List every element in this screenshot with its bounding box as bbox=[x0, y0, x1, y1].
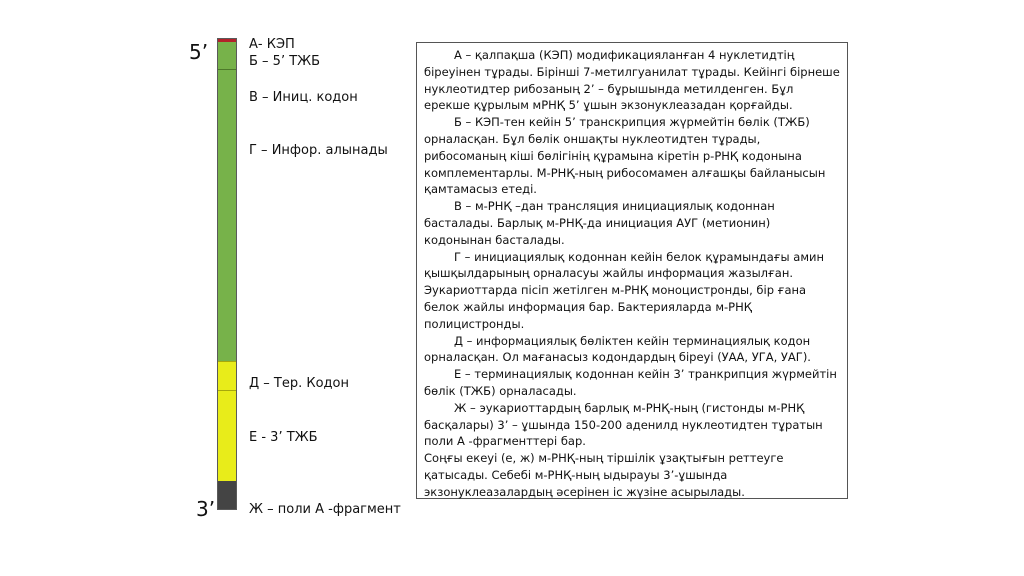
polya-segment bbox=[218, 481, 237, 510]
description-paragraph-b: Б – КЭП-тен кейін 5’ транскрипция жүрмейтін бөлік (ТЖБ) орналасқан. Бұл бөлік оншақты нуклеотидтен тұрады, рибосоманың кіші бөлігінің құрамына кіретін р-РНҚ кодонына комплементарлы. М-РНҚ-ның рибосомамен алғашқы байланысын қамтамасыз етеді. bbox=[424, 115, 826, 197]
stop-codon-label: Д – Тер. Кодон bbox=[249, 376, 350, 391]
three-prime-label: 3’ bbox=[196, 497, 216, 521]
description-paragraph-a: А – қалпақша (КЭП) модификацияланған 4 нуклетидтің біреуінен тұрады. Бірінші 7-метилгуанилат тұрады. Кейінгі бірнеше нуклеотидтер рибозаның 2’ – бұрышында метилденген. Бұл ерекше құрылым мРНҚ 5’ ұшын экзонуклеазадан қорғайды. bbox=[424, 48, 840, 113]
start-codon-segment bbox=[218, 69, 237, 122]
description-paragraph-e: Е – терминациялық кодоннан кейін 3’ транкрипция жүрмейтін бөлік (ТЖБ) орналасады. bbox=[424, 367, 837, 398]
description-paragraph-summary: Соңғы екеуі (е, ж) м-РНҚ-ның тіршілік ұзақтығын реттеуге қатысады. Себебі м-РНҚ-ның ыдырауы 3’-ұшында экзонуклеазалардың әсерінен іс жүзіне асырылады. bbox=[424, 451, 784, 499]
utr5-segment bbox=[218, 42, 237, 69]
stop-codon-segment bbox=[218, 361, 237, 391]
utr3-segment bbox=[218, 390, 237, 482]
five-prime-label: 5’ bbox=[189, 40, 209, 64]
coding-segment bbox=[218, 121, 237, 361]
description-paragraph-v: В – м-РНҚ –дан трансляция инициациялық кодоннан басталады. Барлық м-РНҚ-да инициация АУГ (метионин) кодонынан басталады. bbox=[424, 199, 775, 247]
cap-label: А- КЭП bbox=[249, 37, 295, 52]
description-box bbox=[416, 42, 848, 499]
description-paragraph-zh: Ж – эукариоттардың барлық м-РНҚ-ның (гистонды м-РНҚ басқалары) 3’ – ұшында 150-200 аденилд нуклеотидтен тұратын поли А -фрагменттері бар. bbox=[424, 400, 823, 449]
description-paragraph-d: Д – информациялық бөліктен кейін терминациялық кодон орналасқан. Ол мағанасыз кодондардың біреуі (УАА, УГА, УАГ). bbox=[424, 333, 811, 365]
polya-label: Ж – поли А -фрагмент bbox=[249, 502, 401, 517]
start-codon-label: В – Иниц. кодон bbox=[249, 90, 358, 105]
coding-label: Г – Инфор. алынады bbox=[249, 143, 388, 158]
utr3-label: Е - 3’ ТЖБ bbox=[249, 430, 318, 445]
utr5-label: Б – 5’ ТЖБ bbox=[249, 54, 321, 69]
description-paragraph-g: Г – инициациялық кодоннан кейін белок құрамындағы амин қышқылдарының орналасуы жайлы информация жазылған. Эукариоттарда пісіп жетілген м-РНҚ моноцистронды, бір ғана белок жайлы информация бар. Бактерияларда м-РНҚ полицистронды. bbox=[424, 249, 824, 331]
